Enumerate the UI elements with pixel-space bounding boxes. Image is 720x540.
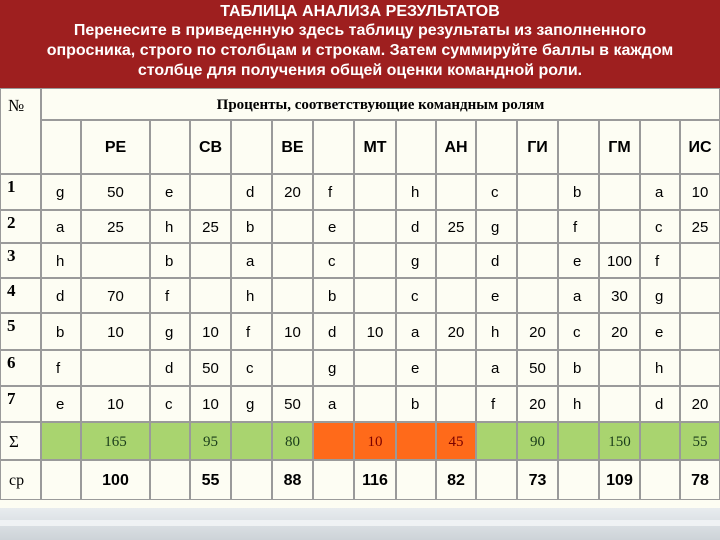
page-title: ТАБЛИЦА АНАЛИЗА РЕЗУЛЬТАТОВ bbox=[220, 3, 500, 20]
answer-letter-text: a bbox=[491, 360, 500, 377]
role-header-7-text: ГМ bbox=[608, 139, 631, 156]
answer-letter bbox=[558, 278, 599, 313]
answer-letter bbox=[41, 278, 81, 313]
average-2 bbox=[190, 460, 231, 500]
score-value bbox=[81, 386, 150, 422]
average-6 bbox=[517, 460, 558, 500]
score-value-text: 70 bbox=[107, 288, 124, 305]
sum-spacer-7 bbox=[558, 422, 599, 460]
score-value bbox=[517, 278, 558, 313]
answer-letter bbox=[640, 386, 680, 422]
score-value bbox=[599, 243, 640, 278]
score-value bbox=[354, 174, 396, 210]
answer-letter-text: c bbox=[165, 396, 173, 413]
score-value bbox=[436, 386, 476, 422]
answer-letter-text: a bbox=[655, 184, 664, 201]
score-value bbox=[599, 350, 640, 386]
score-value-text: 10 bbox=[366, 324, 384, 341]
role-header-4-text: МТ bbox=[363, 139, 387, 156]
score-value bbox=[354, 313, 396, 350]
answer-letter-text: b bbox=[56, 324, 65, 341]
instruction-line-2: опросника, строго по столбцам и строкам. Затем суммируйте баллы в каждом bbox=[46, 42, 674, 59]
answer-letter bbox=[313, 210, 354, 243]
score-value bbox=[272, 313, 313, 350]
score-value bbox=[599, 174, 640, 210]
answer-letter bbox=[396, 386, 436, 422]
average-8-text: 78 bbox=[691, 472, 709, 489]
answer-letter bbox=[476, 278, 517, 313]
answer-letter bbox=[150, 313, 190, 350]
score-value bbox=[81, 313, 150, 350]
score-value-text: 25 bbox=[202, 219, 219, 236]
average-spacer-4 bbox=[313, 460, 354, 500]
role-header-empty-7 bbox=[558, 120, 599, 174]
answer-letter-text: f bbox=[655, 253, 660, 270]
answer-letter-text: e bbox=[165, 184, 174, 201]
answer-letter-text: c bbox=[328, 253, 336, 270]
score-value bbox=[190, 350, 231, 386]
footer-stripe-highlight bbox=[0, 520, 720, 526]
score-value bbox=[272, 278, 313, 313]
score-value bbox=[272, 243, 313, 278]
answer-letter bbox=[231, 243, 272, 278]
score-value-text: 25 bbox=[107, 219, 124, 236]
title-banner bbox=[0, 0, 720, 88]
score-value bbox=[354, 243, 396, 278]
row-number-6-text: 6 bbox=[7, 353, 16, 372]
answer-letter-text: e bbox=[491, 288, 500, 305]
role-header-empty-2 bbox=[150, 120, 190, 174]
answer-letter bbox=[41, 313, 81, 350]
answer-letter-text: c bbox=[573, 324, 581, 341]
answer-letter bbox=[476, 313, 517, 350]
answer-letter bbox=[476, 386, 517, 422]
average-4-text: 116 bbox=[362, 472, 388, 489]
answer-letter bbox=[231, 174, 272, 210]
row-number-1 bbox=[0, 174, 41, 210]
sum-1-text: 165 bbox=[104, 434, 127, 450]
answer-letter bbox=[41, 210, 81, 243]
instruction-line-1: Перенесите в приведенную здесь таблицу результаты из заполненного bbox=[73, 22, 647, 39]
answer-letter bbox=[396, 313, 436, 350]
answer-letter-text: c bbox=[246, 360, 254, 377]
answer-letter-text: g bbox=[246, 396, 255, 413]
answer-letter bbox=[231, 313, 272, 350]
sum-spacer-2 bbox=[150, 422, 190, 460]
answer-letter bbox=[313, 350, 354, 386]
answer-letter-text: b bbox=[328, 288, 337, 305]
answer-letter-text: e bbox=[56, 396, 65, 413]
average-spacer-2 bbox=[150, 460, 190, 500]
score-value-text: 50 bbox=[107, 184, 124, 201]
score-value bbox=[680, 350, 720, 386]
answer-letter bbox=[396, 350, 436, 386]
answer-letter bbox=[558, 210, 599, 243]
score-value bbox=[680, 243, 720, 278]
answer-letter-text: d bbox=[246, 184, 255, 201]
answer-letter bbox=[640, 350, 680, 386]
score-value bbox=[190, 386, 231, 422]
sum-7-text: 150 bbox=[608, 434, 631, 450]
role-header-8 bbox=[680, 120, 720, 174]
answer-letter-text: h bbox=[246, 288, 255, 305]
sum-label bbox=[0, 422, 41, 460]
sum-2 bbox=[190, 422, 231, 460]
score-value-text: 20 bbox=[284, 184, 301, 201]
average-5-text: 82 bbox=[447, 472, 465, 489]
sum-6-text: 90 bbox=[530, 434, 545, 450]
row-number-2 bbox=[0, 210, 41, 243]
sum-spacer-8 bbox=[640, 422, 680, 460]
table-caption-text: Проценты, соответствующие командным ролям bbox=[216, 97, 545, 113]
answer-letter-text: d bbox=[56, 288, 65, 305]
answer-letter-text: a bbox=[411, 324, 420, 341]
score-value bbox=[81, 350, 150, 386]
answer-letter bbox=[231, 210, 272, 243]
role-header-empty-6 bbox=[476, 120, 517, 174]
role-header-5-text: АН bbox=[444, 139, 468, 156]
score-value-text: 25 bbox=[691, 219, 709, 236]
average-7 bbox=[599, 460, 640, 500]
answer-letter bbox=[150, 278, 190, 313]
score-value bbox=[272, 174, 313, 210]
role-header-empty-1 bbox=[41, 120, 81, 174]
score-value-text: 10 bbox=[107, 396, 124, 413]
answer-letter bbox=[476, 210, 517, 243]
score-value-text: 20 bbox=[529, 324, 546, 341]
average-4 bbox=[354, 460, 396, 500]
answer-letter bbox=[396, 243, 436, 278]
answer-letter bbox=[150, 350, 190, 386]
answer-letter bbox=[396, 174, 436, 210]
score-value bbox=[517, 386, 558, 422]
score-value-text: 50 bbox=[284, 396, 301, 413]
answer-letter-text: g bbox=[491, 219, 500, 236]
score-value bbox=[436, 243, 476, 278]
score-value bbox=[354, 386, 396, 422]
answer-letter bbox=[558, 350, 599, 386]
answer-letter bbox=[313, 278, 354, 313]
score-value-text: 10 bbox=[202, 324, 219, 341]
answer-letter-text: d bbox=[328, 324, 337, 341]
role-header-6-text: ГИ bbox=[527, 139, 548, 156]
score-value-text: 20 bbox=[447, 324, 465, 341]
score-value bbox=[517, 313, 558, 350]
row-number-5 bbox=[0, 313, 41, 350]
score-value bbox=[190, 313, 231, 350]
score-value bbox=[436, 350, 476, 386]
sum-3-text: 80 bbox=[285, 434, 300, 450]
answer-letter-text: h bbox=[491, 324, 500, 341]
sum-4 bbox=[354, 422, 396, 460]
answer-letter bbox=[313, 243, 354, 278]
average-8 bbox=[680, 460, 720, 500]
score-value bbox=[272, 350, 313, 386]
answer-letter bbox=[640, 313, 680, 350]
answer-letter bbox=[558, 174, 599, 210]
answer-letter-text: g bbox=[655, 288, 664, 305]
sum-4-text: 10 bbox=[367, 434, 383, 450]
score-value bbox=[680, 210, 720, 243]
score-value bbox=[190, 174, 231, 210]
score-value bbox=[81, 174, 150, 210]
sum-label-text: Σ bbox=[9, 432, 19, 451]
answer-letter bbox=[231, 350, 272, 386]
answer-letter bbox=[41, 174, 81, 210]
answer-letter bbox=[476, 350, 517, 386]
score-value bbox=[272, 210, 313, 243]
table-caption bbox=[41, 88, 720, 120]
answer-letter bbox=[150, 243, 190, 278]
average-spacer-1 bbox=[41, 460, 81, 500]
sum-8-text: 55 bbox=[692, 434, 708, 450]
row-number-2-text: 2 bbox=[7, 213, 16, 232]
role-header-3 bbox=[272, 120, 313, 174]
answer-letter bbox=[640, 278, 680, 313]
role-header-empty-5 bbox=[396, 120, 436, 174]
score-value bbox=[680, 278, 720, 313]
role-header-6 bbox=[517, 120, 558, 174]
score-value-text: 10 bbox=[107, 324, 124, 341]
average-3 bbox=[272, 460, 313, 500]
answer-letter-text: b bbox=[411, 396, 420, 413]
role-header-2-text: СВ bbox=[198, 139, 223, 156]
instruction-line-3: столбце для получения общей оценки командной роли. bbox=[137, 62, 583, 79]
sum-3 bbox=[272, 422, 313, 460]
answer-letter bbox=[150, 210, 190, 243]
average-1-text: 100 bbox=[102, 472, 129, 489]
score-value bbox=[517, 350, 558, 386]
answer-letter-text: e bbox=[655, 324, 664, 341]
answer-letter bbox=[313, 386, 354, 422]
sum-spacer-5 bbox=[396, 422, 436, 460]
answer-letter-text: f bbox=[165, 288, 170, 305]
score-value bbox=[436, 278, 476, 313]
score-value bbox=[190, 210, 231, 243]
number-header bbox=[0, 88, 41, 174]
average-6-text: 73 bbox=[528, 472, 547, 489]
average-label bbox=[0, 460, 41, 500]
sum-2-text: 95 bbox=[203, 434, 218, 450]
answer-letter-text: b bbox=[573, 360, 582, 377]
average-1 bbox=[81, 460, 150, 500]
answer-letter-text: h bbox=[411, 184, 420, 201]
score-value-text: 20 bbox=[611, 324, 628, 341]
row-number-5-text: 5 bbox=[7, 316, 16, 335]
sum-spacer-3 bbox=[231, 422, 272, 460]
role-header-empty-3 bbox=[231, 120, 272, 174]
average-spacer-6 bbox=[476, 460, 517, 500]
score-value-text: 50 bbox=[529, 360, 546, 377]
sum-spacer-6 bbox=[476, 422, 517, 460]
score-value bbox=[517, 174, 558, 210]
score-value bbox=[599, 386, 640, 422]
sum-5 bbox=[436, 422, 476, 460]
answer-letter-text: g bbox=[411, 253, 420, 270]
role-header-8-text: ИС bbox=[688, 139, 712, 156]
answer-letter-text: d bbox=[411, 219, 420, 236]
score-value-text: 30 bbox=[611, 288, 628, 305]
score-value-text: 10 bbox=[691, 184, 709, 201]
score-value bbox=[599, 210, 640, 243]
answer-letter bbox=[41, 243, 81, 278]
answer-letter-text: f bbox=[491, 396, 496, 413]
average-spacer-5 bbox=[396, 460, 436, 500]
score-value-text: 20 bbox=[691, 396, 709, 413]
score-value bbox=[599, 313, 640, 350]
row-number-4-text: 4 bbox=[7, 281, 16, 300]
average-5 bbox=[436, 460, 476, 500]
average-spacer-8 bbox=[640, 460, 680, 500]
score-value bbox=[680, 386, 720, 422]
score-value bbox=[517, 243, 558, 278]
answer-letter-text: e bbox=[411, 360, 420, 377]
score-value bbox=[81, 278, 150, 313]
answer-letter-text: f bbox=[246, 324, 251, 341]
score-value bbox=[81, 243, 150, 278]
role-header-1 bbox=[81, 120, 150, 174]
sum-spacer-1 bbox=[41, 422, 81, 460]
answer-letter-text: c bbox=[411, 288, 419, 305]
answer-letter bbox=[558, 313, 599, 350]
answer-letter bbox=[150, 386, 190, 422]
score-value bbox=[81, 210, 150, 243]
answer-letter-text: g bbox=[165, 324, 174, 341]
score-value bbox=[436, 174, 476, 210]
sum-7 bbox=[599, 422, 640, 460]
answer-letter-text: a bbox=[56, 219, 65, 236]
sum-6 bbox=[517, 422, 558, 460]
score-value-text: 50 bbox=[202, 360, 219, 377]
answer-letter bbox=[41, 386, 81, 422]
answer-letter-text: e bbox=[328, 219, 337, 236]
answer-letter bbox=[558, 243, 599, 278]
row-number-6 bbox=[0, 350, 41, 386]
score-value-text: 10 bbox=[202, 396, 219, 413]
sum-1 bbox=[81, 422, 150, 460]
score-value-text: 10 bbox=[284, 324, 301, 341]
row-number-3-text: 3 bbox=[7, 246, 16, 265]
answer-letter bbox=[396, 278, 436, 313]
score-value bbox=[190, 278, 231, 313]
score-value bbox=[354, 350, 396, 386]
score-value bbox=[354, 210, 396, 243]
answer-letter bbox=[41, 350, 81, 386]
answer-letter-text: f bbox=[56, 360, 61, 377]
answer-letter-text: h bbox=[655, 360, 664, 377]
answer-letter-text: b bbox=[246, 219, 255, 236]
score-value bbox=[517, 210, 558, 243]
answer-letter-text: b bbox=[165, 253, 174, 270]
answer-letter bbox=[476, 243, 517, 278]
score-value-text: 25 bbox=[447, 219, 465, 236]
answer-letter bbox=[231, 278, 272, 313]
score-value bbox=[599, 278, 640, 313]
answer-letter-text: h bbox=[573, 396, 582, 413]
answer-letter bbox=[396, 210, 436, 243]
answer-letter bbox=[231, 386, 272, 422]
answer-letter-text: e bbox=[573, 253, 582, 270]
answer-letter bbox=[640, 174, 680, 210]
score-value bbox=[354, 278, 396, 313]
row-number-4 bbox=[0, 278, 41, 313]
sum-5-text: 45 bbox=[448, 434, 464, 450]
answer-letter-text: a bbox=[573, 288, 582, 305]
average-label-text: ср bbox=[9, 472, 25, 489]
role-header-4 bbox=[354, 120, 396, 174]
answer-letter-text: a bbox=[246, 253, 255, 270]
average-3-text: 88 bbox=[283, 472, 302, 489]
score-value bbox=[436, 210, 476, 243]
answer-letter bbox=[150, 174, 190, 210]
sum-8 bbox=[680, 422, 720, 460]
answer-letter bbox=[640, 243, 680, 278]
average-spacer-3 bbox=[231, 460, 272, 500]
score-value bbox=[680, 174, 720, 210]
row-number-3 bbox=[0, 243, 41, 278]
role-header-2 bbox=[190, 120, 231, 174]
score-value bbox=[680, 313, 720, 350]
answer-letter-text: f bbox=[573, 219, 578, 236]
answer-letter bbox=[558, 386, 599, 422]
role-header-3-text: ВЕ bbox=[281, 139, 304, 156]
answer-letter bbox=[640, 210, 680, 243]
answer-letter bbox=[313, 313, 354, 350]
average-2-text: 55 bbox=[201, 472, 220, 489]
answer-letter-text: a bbox=[328, 396, 337, 413]
score-value bbox=[272, 386, 313, 422]
answer-letter-text: b bbox=[573, 184, 582, 201]
answer-letter-text: h bbox=[56, 253, 65, 270]
answer-letter-text: d bbox=[165, 360, 174, 377]
role-header-1-text: РЕ bbox=[104, 139, 127, 156]
row-number-7 bbox=[0, 386, 41, 422]
answer-letter-text: h bbox=[165, 219, 174, 236]
answer-letter-text: d bbox=[491, 253, 500, 270]
score-value bbox=[436, 313, 476, 350]
role-header-7 bbox=[599, 120, 640, 174]
role-header-empty-8 bbox=[640, 120, 680, 174]
score-value-text: 20 bbox=[529, 396, 546, 413]
answer-letter bbox=[476, 174, 517, 210]
average-7-text: 109 bbox=[606, 472, 633, 489]
answer-letter-text: c bbox=[491, 184, 499, 201]
number-header-text: № bbox=[8, 96, 25, 115]
decorative-footer-stripe bbox=[0, 508, 720, 540]
role-header-empty-4 bbox=[313, 120, 354, 174]
answer-letter-text: d bbox=[655, 396, 664, 413]
answer-letter-text: c bbox=[655, 219, 663, 236]
role-header-5 bbox=[436, 120, 476, 174]
row-number-1-text: 1 bbox=[7, 177, 16, 196]
score-value-text: 100 bbox=[606, 253, 633, 270]
results-table bbox=[0, 88, 720, 508]
score-value bbox=[190, 243, 231, 278]
answer-letter-text: g bbox=[328, 360, 337, 377]
row-number-7-text: 7 bbox=[7, 389, 16, 408]
average-spacer-7 bbox=[558, 460, 599, 500]
answer-letter-text: f bbox=[328, 184, 333, 201]
answer-letter-text: g bbox=[56, 184, 65, 201]
answer-letter bbox=[313, 174, 354, 210]
sum-spacer-4 bbox=[313, 422, 354, 460]
